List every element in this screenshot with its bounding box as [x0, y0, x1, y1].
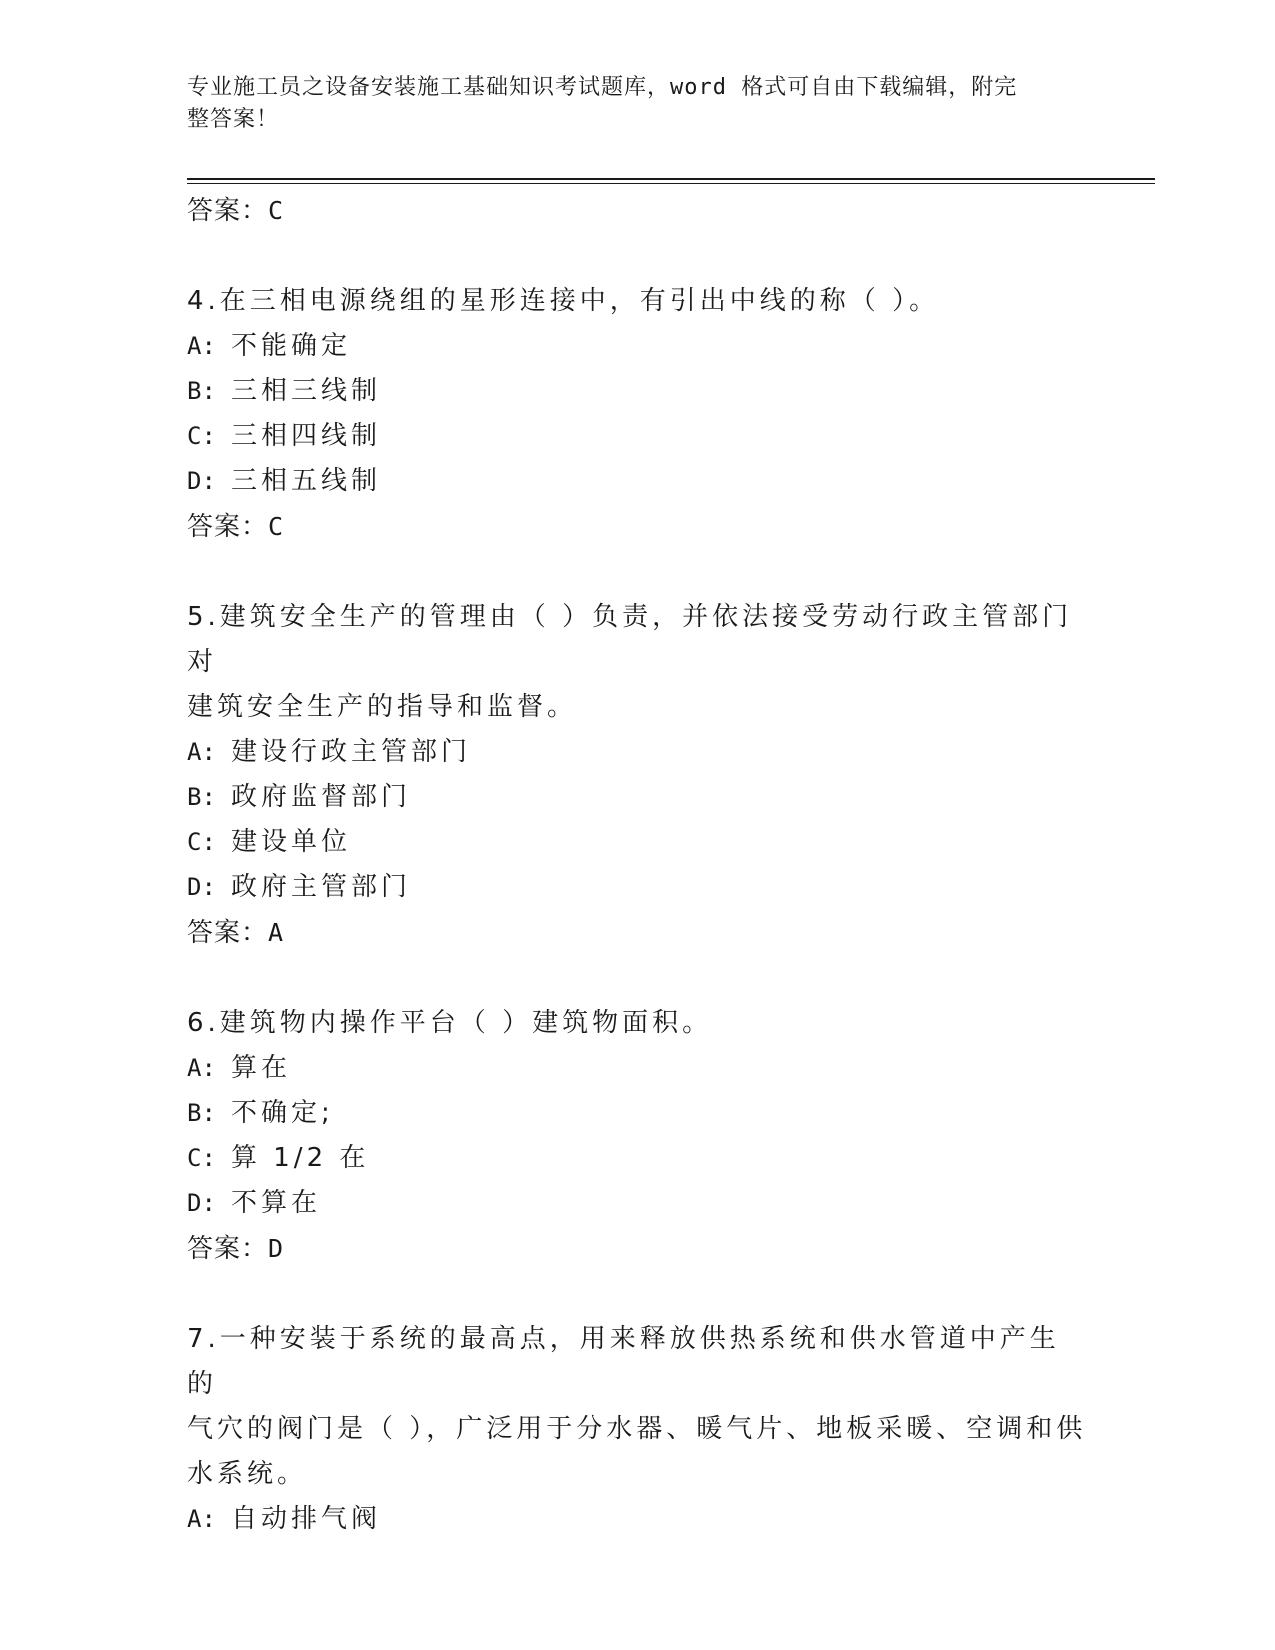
question-stem-line-3: 水系统。	[187, 1459, 308, 1489]
option-text: 三相三线制	[231, 376, 382, 406]
question-block	[187, 279, 1087, 549]
option-d	[187, 1181, 1087, 1226]
option-text: 三相四线制	[231, 421, 382, 451]
option-text: 不能确定	[231, 331, 352, 361]
answer-line	[187, 188, 1087, 233]
option-letter: D:	[187, 873, 216, 901]
question-block	[187, 595, 1087, 955]
option-letter: A:	[187, 1054, 216, 1082]
question-stem-line-2: 建筑安全生产的指导和监督。	[187, 692, 578, 722]
question-stem: 6.建筑物内操作平台（ ）建筑物面积。	[187, 1008, 713, 1038]
option-d	[187, 865, 1087, 910]
page-header	[187, 72, 1087, 136]
spacer	[187, 549, 1087, 595]
option-text: 政府主管部门	[231, 872, 412, 902]
answer-value: C	[268, 196, 285, 225]
answer-label: 答案：	[187, 196, 269, 226]
option-text: 政府监督部门	[231, 782, 412, 812]
answer-value: D	[268, 1234, 285, 1263]
header-line-1: 专业施工员之设备安装施工基础知识考试题库，word 格式可自由下载编辑，附完	[187, 75, 1018, 100]
question-list	[187, 188, 1087, 1542]
option-c	[187, 1136, 1087, 1181]
option-text: 建设行政主管部门	[231, 737, 472, 767]
option-letter: A:	[187, 738, 216, 766]
option-letter: B:	[187, 1099, 216, 1127]
answer-label: 答案：	[187, 1234, 269, 1264]
option-a	[187, 1497, 1087, 1542]
option-text: 自动排气阀	[231, 1504, 382, 1534]
option-letter: A:	[187, 332, 216, 360]
spacer	[187, 1271, 1087, 1317]
question-stem-line-1: 5.建筑安全生产的管理由（ ）负责，并依法接受劳动行政主管部门对	[187, 602, 1073, 677]
answer-value: C	[268, 512, 285, 541]
spacer	[187, 955, 1087, 1001]
answer-line	[187, 504, 1087, 549]
question-stem-line-1: 7.一种安装于系统的最高点，用来释放供热系统和供水管道中产生的	[187, 1324, 1060, 1399]
question-block	[187, 1317, 1087, 1542]
answer-line	[187, 910, 1087, 955]
question-stem: 4.在三相电源绕组的星形连接中，有引出中线的称（ ）。	[187, 286, 940, 316]
question-stem-line-2: 气穴的阀门是（ ），广泛用于分水器、暖气片、地板采暖、空调和供	[187, 1414, 1087, 1444]
option-letter: B:	[187, 377, 216, 405]
option-c	[187, 820, 1087, 865]
answer-line	[187, 1226, 1087, 1271]
option-b	[187, 1091, 1087, 1136]
question-block	[187, 1001, 1087, 1271]
option-a	[187, 1046, 1087, 1091]
option-letter: B:	[187, 783, 216, 811]
option-text: 算在	[231, 1053, 292, 1083]
option-text: 算 1/2 在	[231, 1143, 370, 1173]
answer-label: 答案：	[187, 918, 269, 948]
option-letter: D:	[187, 467, 216, 495]
option-text: 建设单位	[231, 827, 352, 857]
answer-value: A	[268, 918, 285, 947]
option-letter: D:	[187, 1189, 216, 1217]
spacer	[187, 233, 1087, 279]
option-a	[187, 324, 1087, 369]
option-letter: A:	[187, 1505, 216, 1533]
answer-label: 答案：	[187, 512, 269, 542]
option-b	[187, 369, 1087, 414]
header-divider-thick	[187, 178, 1155, 180]
header-line-2: 整答案！	[187, 107, 280, 132]
option-d	[187, 459, 1087, 504]
option-a	[187, 730, 1087, 775]
option-text: 三相五线制	[231, 466, 382, 496]
option-text: 不确定;	[231, 1098, 334, 1128]
option-b	[187, 775, 1087, 820]
option-c	[187, 414, 1087, 459]
option-letter: C:	[187, 828, 216, 856]
header-divider-thin	[187, 183, 1155, 184]
option-letter: C:	[187, 422, 216, 450]
option-text: 不算在	[231, 1188, 322, 1218]
option-letter: C:	[187, 1144, 216, 1172]
